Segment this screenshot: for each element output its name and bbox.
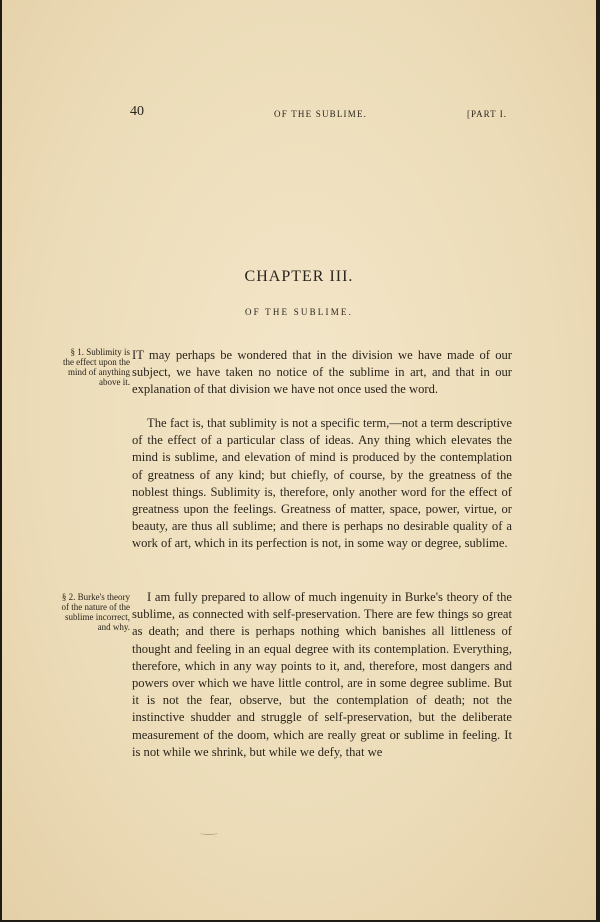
chapter-subtitle: OF THE SUBLIME.: [244, 307, 354, 317]
paragraph-3: I am fully prepared to allow of much ingenuity in Burke's theory of the sublime, as connected with self-preservation. There are few things so great as death; and there is perhaps nothing which banishes all littleness of thought and feeling in an equal degree with its contemplation. Everything, therefore, which in any way points to it, and, therefore, most dangers and powers over which we have little control, are in some degree sublime. But it is not the fear, observe, but the contemplation of death; not the instinctive shudder and struggle of self-preservation, but the deliberate measurement of the doom, which are really great or sublime in feeling. It is not while we shrink, but while we defy, that we: [132, 590, 512, 759]
book-page: [2, 0, 596, 920]
paragraph-2: The fact is, that sublimity is not a specific term,—not a term descriptive of the effect of a particular class of ideas. Any thing which elevates the mind is sublime, and elevation of mind is produced by the contemplation of greatness of any kind; but chiefly, of course, by the greatness of the noblest things. Sublimity is, therefore, only another word for the effect of greatness upon the feelings. Greatness of matter, space, power, virtue, or beauty, are thus all sublime; and there is perhaps no desirable quality of a work of art, which in its perfection is not, in some way or degree, sublime.: [132, 416, 512, 551]
part-label: [PART I.: [467, 109, 507, 119]
page-number: 40: [130, 104, 144, 119]
chapter-title: CHAPTER III.: [244, 268, 354, 285]
sidenote-section-2: § 2. Burke's theory of the nature of the sublime incorrect, and why.: [61, 592, 130, 632]
running-title: OF THE SUBLIME.: [274, 109, 368, 119]
page-header: [2, 104, 596, 124]
paper-mark: [200, 831, 218, 835]
paragraph-1: IT may perhaps be wondered that in the division we have made of our subject, we have taken no notice of the sublime in art, and that in our explanation of that division we have not once used the word.: [132, 348, 512, 397]
sidenote-section-1: § 1. Sublimity is the effect upon the mind of anything above it.: [62, 347, 130, 387]
